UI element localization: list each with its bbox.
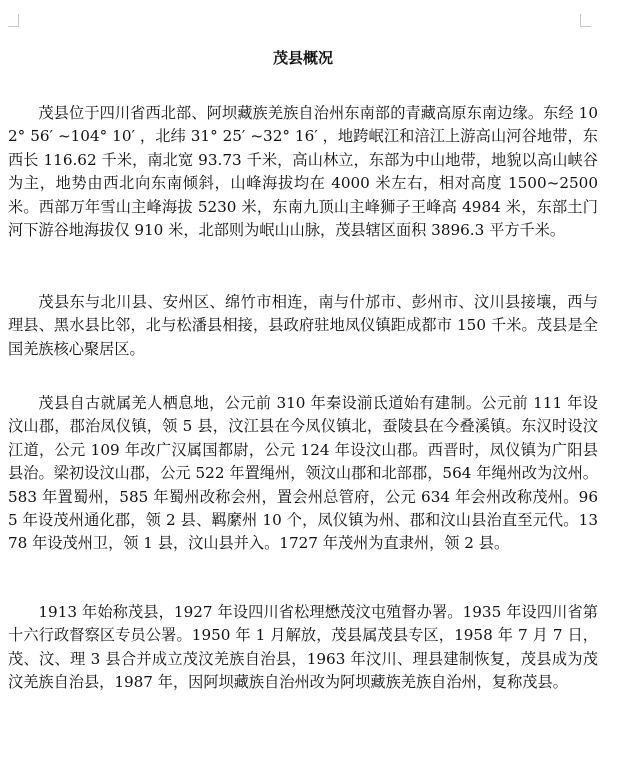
paragraph-modern-history: 1913 年始称茂县，1927 年设四川省松理懋茂汶屯殖督办署。1935 年设四川省第十六行政督察区专员公署。1950 年 1 月解放，茂县属茂县专区，1958 年 7 月 7 日，茂、汶、理 3 县合并成立茂汶羌族自治县，1963 年汶川、理县建制恢复，茂县成为茂汶羌族自治县，1987 年，因阿坝藏族自治州改为阿坝藏族羌族自治州，复称茂县。 bbox=[8, 603, 598, 692]
page-corner-mark-top-left bbox=[8, 14, 19, 27]
paragraph-location: 茂县位于四川省西北部、阿坝藏族羌族自治州东南部的青藏高原东南边缘。东经 102° 56′ ~104° 10′ ，北纬 31° 25′ ~32° 16′ ，地跨岷江和涪江上游高山河谷地带，东西长 116.62 千米，南北宽 93.73 千米，高山林立，东部为中山地带，地貌以高山峡谷为主，地势由西北向东南倾斜，山峰海拔均在 4000 米左右，相对高度 1500~2500 米。西部万年雪山主峰海拔 5230 米，东南九顶山主峰狮子王峰高 4984 米，东部土门河下游谷地海拔仅 910 米，北部则为岷山山脉，茂县辖区面积 3896.3 平方千米。 bbox=[8, 104, 598, 240]
paragraph-ancient-history: 茂县自古就属羌人栖息地，公元前 310 年秦设湔氐道始有建制。公元前 111 年设汶山郡，郡治凤仪镇，领 5 县，汶江县在今凤仪镇北，蚕陵县在今叠溪镇。东汉时设汶江道，公元 109 年改广汉属国都尉，公元 124 年设汶山郡。西晋时，凤仪镇为广阳县县治。梁初设汶山郡，公元 522 年置绳州，领汶山郡和北部郡，564 年绳州改为汶州。583 年置蜀州，585 年蜀州改称会州，置会州总管府，公元 634 年会州改称茂州。965 年设茂州通化郡，领 2 县、羁縻州 10 个，凤仪镇为州、郡和汶山县治直至元代。1378 年设茂州卫，领 1 县，汶山县并入。1727 年茂州为直隶州，领 2 县。 bbox=[8, 394, 598, 553]
paragraph-borders: 茂县东与北川县、安州区、绵竹市相连，南与什邡市、彭州市、汶川县接壤，西与理县、黑水县比邻，北与松潘县相接，县政府驻地凤仪镇距成都市 150 千米。茂县是全国羌族核心聚居区。 bbox=[8, 293, 598, 358]
page-corner-mark-top-right bbox=[580, 14, 591, 27]
document-title: 茂县概况 bbox=[272, 49, 333, 67]
